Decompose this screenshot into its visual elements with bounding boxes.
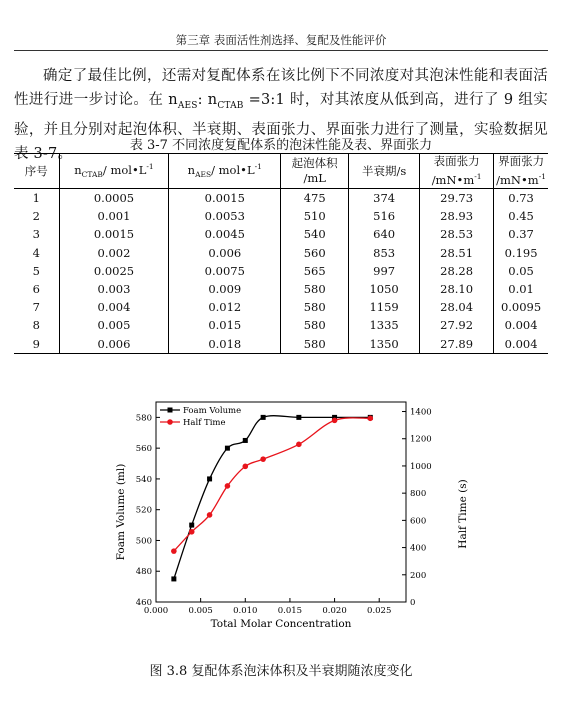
y-tick-label: 540 [135, 474, 152, 485]
paragraph-sub-aes: AES [177, 100, 198, 111]
cell-aes: 0.015 [169, 316, 281, 334]
foam-volume-point [171, 576, 176, 581]
cell-interfacial-tension: 0.004 [494, 335, 548, 354]
y-tick-label: 460 [135, 598, 152, 608]
table-header-row [14, 154, 548, 189]
x-tick-label: 0.015 [277, 606, 303, 616]
cell-aes: 0.0045 [169, 225, 281, 243]
chart-legend [160, 406, 241, 428]
legend-marker [167, 419, 173, 425]
cell-ctab: 0.004 [59, 298, 169, 316]
cell-half-time: 1350 [349, 335, 420, 354]
foam-volume-point [296, 415, 301, 420]
cell-surface-tension: 27.92 [420, 316, 494, 334]
header-foam-volume: 起泡体积 /mL [281, 154, 349, 189]
cell-surface-tension: 28.28 [420, 262, 494, 280]
cell-index: 2 [32, 209, 40, 224]
cell-ctab: 0.0015 [59, 225, 169, 243]
header-half-time: 半衰期/s [349, 154, 420, 189]
table-row [14, 280, 548, 298]
y-tick-label: 560 [135, 444, 152, 455]
cell-surface-tension: 27.89 [420, 335, 494, 354]
cell-interfacial-tension: 0.37 [494, 225, 548, 243]
foam-volume-point [225, 446, 230, 451]
table-row [14, 207, 548, 225]
series-line-2 [174, 418, 370, 551]
cell-foam-volume: 580 [281, 335, 349, 354]
cell-half-time: 1335 [349, 316, 420, 334]
cell-ctab: 0.005 [59, 316, 169, 334]
y2-axis-label: Half Time (s) [457, 479, 469, 549]
half-time-point [225, 483, 231, 489]
cell-interfacial-tension: 0.45 [494, 207, 548, 225]
cell-index: 6 [32, 282, 40, 297]
half-time-point [189, 529, 195, 535]
cell-foam-volume: 510 [281, 207, 349, 225]
cell-interfacial-tension: 0.0095 [494, 298, 548, 316]
paragraph-line-2-mid: : n [197, 92, 218, 108]
cell-index: 8 [32, 318, 40, 333]
cell-interfacial-tension: 0.05 [494, 262, 548, 280]
cell-ctab: 0.001 [59, 207, 169, 225]
table-caption: 表 3-7 不同浓度复配体系的泡沫性能及表、界面张力 [129, 138, 433, 153]
table-row [14, 335, 548, 354]
cell-foam-volume: 540 [281, 225, 349, 243]
x-axis-label: Total Molar Concentration [210, 618, 352, 630]
table-row [14, 262, 548, 280]
y-tick-label: 500 [135, 536, 152, 547]
cell-aes: 0.0015 [169, 189, 281, 208]
y2-tick-label: 200 [410, 570, 427, 581]
y2-tick-label: 1000 [410, 461, 432, 472]
cell-aes: 0.006 [169, 244, 281, 262]
cell-surface-tension: 28.51 [420, 244, 494, 262]
paragraph-line-1: 确定了最佳比例，还需对复配体系在该比例下不同浓度对其泡沫性能和表面活性进 [14, 68, 548, 108]
x-tick-label: 0.020 [322, 606, 347, 616]
cell-surface-tension: 28.10 [420, 280, 494, 298]
half-time-point [207, 512, 213, 518]
cell-ctab: 0.002 [59, 244, 169, 262]
half-time-point [367, 416, 373, 422]
table-body [14, 189, 548, 354]
half-time-point [260, 456, 266, 462]
cell-half-time: 853 [349, 244, 420, 262]
cell-aes: 0.0075 [169, 262, 281, 280]
legend-label: Half Time [183, 418, 226, 428]
x-tick-label: 0.000 [143, 606, 169, 616]
y2-tick-label: 1400 [410, 407, 432, 418]
y2-tick-label: 400 [410, 543, 427, 554]
cell-aes: 0.009 [169, 280, 281, 298]
cell-foam-volume: 565 [281, 262, 349, 280]
cell-index: 5 [32, 263, 40, 278]
cell-surface-tension: 28.93 [420, 207, 494, 225]
foam-volume-point [189, 523, 194, 528]
cell-index: 7 [32, 300, 40, 315]
cell-ctab: 0.006 [59, 335, 169, 354]
table-row [14, 298, 548, 316]
cell-ctab: 0.0025 [59, 262, 169, 280]
paragraph-line-2-pre: 行进一步讨论。在 n [43, 92, 178, 108]
cell-ctab: 0.0005 [59, 189, 169, 208]
cell-interfacial-tension: 0.01 [494, 280, 548, 298]
table-row [14, 189, 548, 208]
y-tick-label: 520 [135, 505, 152, 516]
y2-tick-label: 1200 [410, 434, 432, 445]
cell-interfacial-tension: 0.73 [494, 189, 548, 208]
header-interfacial-tension: 界面张力 $/mN•m^{-1}$ [494, 154, 548, 189]
half-time-point [242, 464, 248, 470]
cell-foam-volume: 580 [281, 280, 349, 298]
x-tick-label: 0.005 [188, 606, 213, 616]
cell-half-time: 1050 [349, 280, 420, 298]
cell-half-time: 1159 [349, 298, 420, 316]
cell-interfacial-tension: 0.004 [494, 316, 548, 334]
cell-interfacial-tension: 0.195 [494, 244, 548, 262]
y2-tick-label: 600 [410, 516, 427, 527]
chart-figure [110, 392, 469, 642]
cell-index: 9 [14, 335, 59, 354]
cell-foam-volume: 560 [281, 244, 349, 262]
table-row [14, 244, 548, 262]
header-ctab: $n_{CTAB}/$ $mol•L^{-1}$ [59, 154, 169, 189]
y-tick-label: 480 [135, 567, 152, 578]
chart-axes [136, 402, 432, 616]
x-tick-label: 0.025 [367, 606, 392, 616]
cell-foam-volume: 580 [281, 298, 349, 316]
cell-index: 3 [32, 227, 40, 242]
data-table [14, 153, 548, 354]
half-time-point [171, 548, 177, 554]
table-row [14, 225, 548, 243]
table-row [14, 316, 548, 334]
cell-ctab: 0.003 [59, 280, 169, 298]
header-surface-tension: 表面张力 $/mN•m^{-1}$ [420, 154, 494, 189]
foam-volume-point [243, 438, 248, 443]
cell-aes: 0.012 [169, 298, 281, 316]
x-tick-label: 0.010 [233, 606, 258, 616]
cell-foam-volume: 475 [281, 189, 349, 208]
cell-index: 1 [32, 191, 40, 206]
figure-caption: 图 3.8 复配体系泡沫体积及半衰期随浓度变化 [149, 664, 413, 679]
cell-half-time: 997 [349, 262, 420, 280]
foam-volume-point [261, 415, 266, 420]
cell-index: 4 [32, 245, 40, 260]
y2-tick-label: 0 [410, 598, 416, 608]
cell-half-time: 640 [349, 225, 420, 243]
cell-half-time: 516 [349, 207, 420, 225]
header-aes: $n_{AES}/$ $mol•L^{-1}$ [169, 154, 281, 189]
cell-aes: 0.0053 [169, 207, 281, 225]
plot-frame [156, 402, 406, 602]
header-index: 序号 [14, 154, 59, 189]
cell-surface-tension: 29.73 [420, 189, 494, 208]
cell-surface-tension: 28.04 [420, 298, 494, 316]
header-rule [14, 50, 548, 51]
chart-marks [171, 415, 373, 582]
half-time-point [332, 418, 338, 424]
running-header: 第三章 表面活性剂选择、复配及性能评价 [175, 33, 387, 47]
half-time-point [296, 442, 302, 448]
paragraph-line-2-post: =3:1 时，对其浓度从低到高，进行了 9 组实验，并且分别 [14, 92, 548, 138]
y2-tick-label: 800 [410, 489, 427, 500]
legend-label: Foam Volume [183, 406, 242, 416]
cell-surface-tension: 28.53 [420, 225, 494, 243]
paragraph-sub-ctab: CTAB [217, 100, 244, 111]
cell-half-time: 374 [349, 189, 420, 208]
cell-foam-volume: 580 [281, 316, 349, 334]
y-tick-label: 580 [135, 413, 152, 424]
legend-marker [168, 408, 173, 413]
y-axis-label: Foam Volume (ml) [115, 463, 127, 561]
foam-volume-point [207, 476, 212, 481]
series-line-1 [174, 416, 370, 579]
cell-aes: 0.018 [169, 335, 281, 354]
paragraph-line-3: 对起泡体积、半衰期、表面张力、界面张力进行了测量，实验数据见表 3-7。 [14, 121, 549, 162]
